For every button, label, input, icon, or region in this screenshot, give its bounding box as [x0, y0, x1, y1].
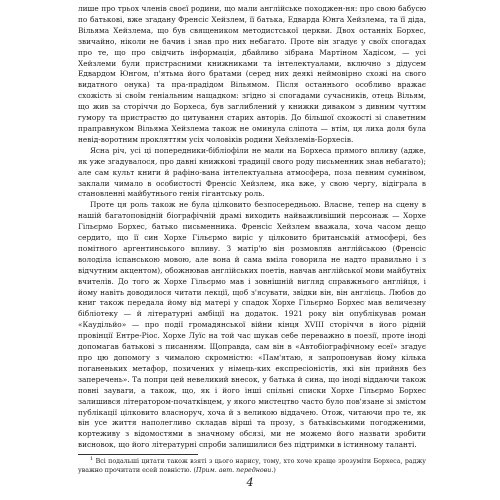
- footnote-text: Всі подальші цитати також взяті з цього нарису, тому, хто хоче краще зрозуміти Борхеса, раджу уважно прочитати есей повністю. (: [78, 458, 426, 474]
- paragraph-3: Проте ця роль також не була цілковито безпосередньою. Власне, тепер на сцену в нашій багатоповідній біографічній драмі виходить найважливіший персонаж — Хорхе Гільєрмо Борхес, батько письменника. Френсіс Хейзлем вважала, хоча часом дещо сердито, що її син Хорхе Гільєрмо виріс у цілковито британській атмосфері, без помітного аргентинського впливу. З матір'ю він розмовляв англійською (Френсіс володіла іспанською мовою, але вона й сама вміла говорила не надто правильно і з відчутним акцентом), обожнював англійських поетів, навчав англійської мови майбутніх вчителів. До того ж Хорхе Гільєрмо мав і зовнішній вигляд справжнього англійця, і йому навіть доводилося читати лекції, щоб з'ясувати, звідки він, він англієць. Любов до книг також передала йому від матері у спадок Хорхе Гільєрмо Борхес мав величезну бібліотеку — й літературні амбіції на додаток. 1921 року він опублікував роман «Каудільйо» — про події громадянської війни кінця XVIII сторіччя в його рідній провінції Ентре-Ріос. Хорхе Луїс на той час шукав себе переважно в поезії, проте іноді допомагав батькові з писанням. Щоправда, сам він в «Автобіографічному есеї» згадує про цю допомогу з чималою скромністю: «Пам'ятаю, я запропонував йому кілька поганеньких метафор, позичених у німець-ких експресіоністів, які він прийняв без заперечень». Та попри цей невеликий внесок, у батька й сина, що іноді віддаючи також повні зауваги, а також, що, як і його інші спільні списки Хорхе Гільєрмо Борхес залишився літератором-початківцем, у якого мистецтво часто було пов'язане зі змістом публікації цілковито власноруч, хоча й з великою віддачею. Отож, читаючи про те, як він усе життя наполегливо складав вірші та прозу, з батьківськими погодженими, кортеживу з відомостями в значному обсязі, ми не можемо його назвати зробити висновок, що його літературні спроби залишилися без підтримки в істинному таланті.: [78, 200, 426, 450]
- paragraph-2: Ясна річ, усі ці попередники-бібліофіли не мали на Борхеса прямого впливу (адже, як уже згадувалося, про давні книжкові традиції свого роду письменник знав небагато); але сам культ книги й рафіно-вана інтелектуальна атмосфера, поза певним сумнівом, заклали чимало в особистості Френсіс Хейзлем, яка вже, у свою чергу, відіграла в становленні майбутнього генія гігантську роль.: [78, 145, 426, 199]
- footnote-italic-note: Прим. авт. переднови.: [195, 466, 274, 474]
- paragraph-1: лише про трьох членів своєї родини, що мали англійське походжен-ня: про свою бабусю по батькові, вже згадану Френсіс Хейзлем, її батька, Едварда Юнга Хейзлема, та її діда, Вільяма Хейзлема, що був священиком методистської церкви. Двох останніх Борхес, звичайно, ніколи не бачив і знав про них небагато. Проте він згадує у своїх спогадах про те, що про свідчить інформація, дбайливо зібрана Мартіном Хадісом, — усі Хейзлеми були пристрасними книжниками та інтелектуалами, включно з дідусем Едвардом Юнгом, п'ятьма його братами (серед них деякі неймовірно схожі на свого видатного онука) та пра-прадідом Вільямом. Після останнього особливо вражає схожість зі своїм геніальним нащадком: згідно зі спогадами сучасників, отець Вільям, що жив за сторіччя до Борхеса, був заглиблений у книжки диваком з дивним чуттям гумору та пристрастю до цитування старих авторів. До більшої схожості зі славетним праправнуком Вільяма Хейзлема також не оминула сліпота — втім, ця лиха доля була невід-воротним прокляттям усіх чоловіків родини Хейзлемів-Борхесів.: [78, 4, 426, 144]
- footnote-marker: 1: [90, 456, 94, 463]
- footnote-divider: [78, 454, 198, 455]
- footnote: [78, 458, 426, 476]
- main-text: [78, 4, 426, 451]
- footnote-text-end: ): [273, 466, 276, 474]
- page-number: 4: [246, 476, 254, 489]
- book-page: [78, 4, 426, 494]
